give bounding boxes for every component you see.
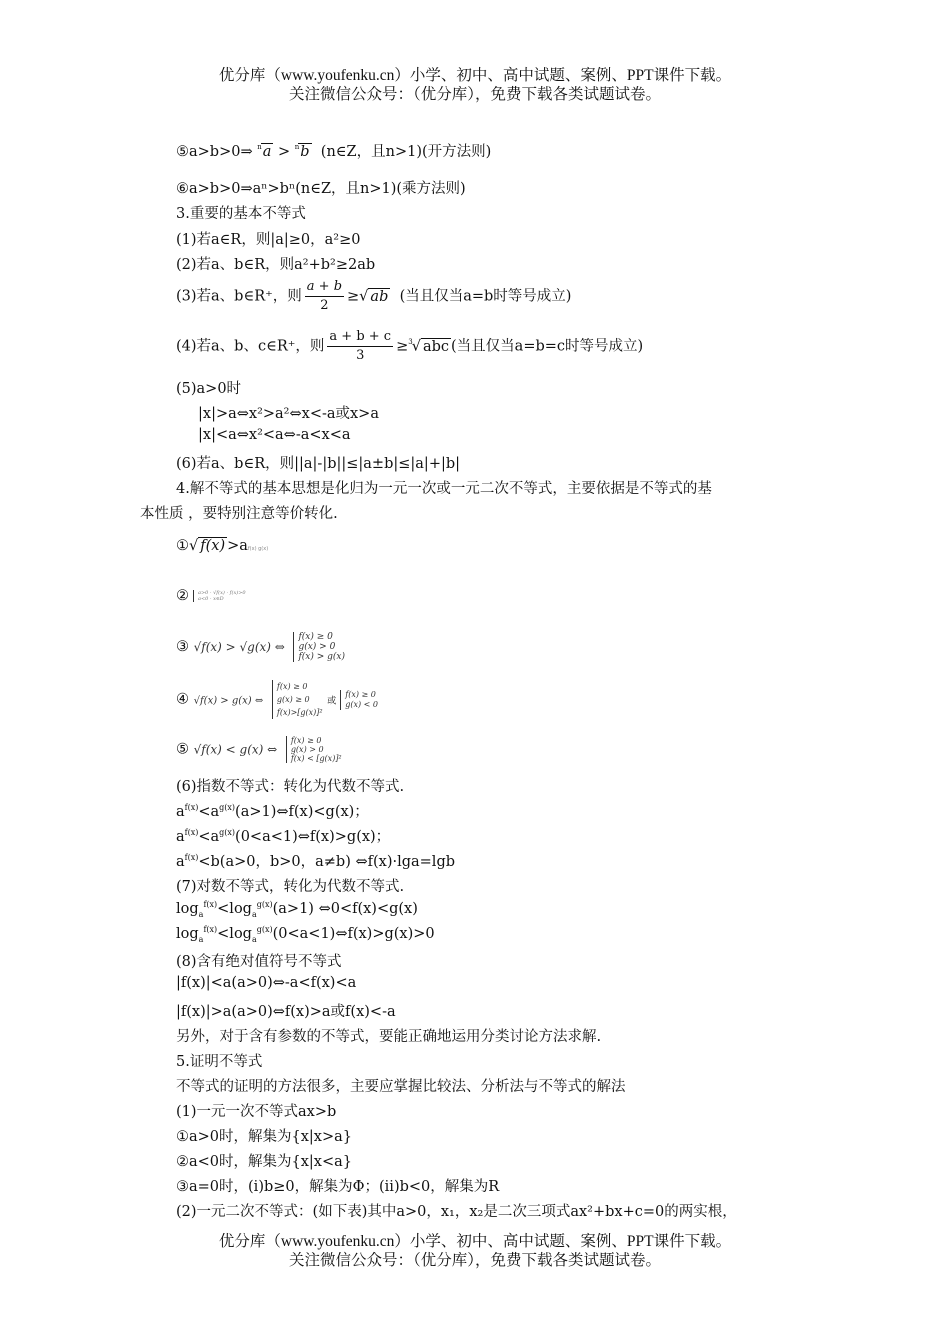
formula-4: ④ √f(x) > g(x) ⇔ f(x) ≥ 0 g(x) ≥ 0 f(x)>[g(x)]² 或f(x) ≥ 0 g(x) < 0	[176, 682, 379, 717]
item4-radicand: abc	[422, 338, 450, 355]
exp-3: $a^{f(x)}<b(a>0$，b>0，a≠b) ⇔f(x)·lga=lgb	[176, 853, 456, 870]
section5-item2: (2)一元二次不等式：(如下表)其中a>0，x₁，x₂是二次三项式ax²+bx+c=0的两实根，	[176, 1204, 737, 1220]
page-footer-line1: 优分库（www.youfenku.cn）小学、初中、高中试题、案例、PPT课件下载。	[218, 1233, 732, 1250]
abs-title: (8)含有绝对值符号不等式	[176, 954, 342, 970]
section5-item1a: ①a>0时，解集为{x|x>a}	[176, 1129, 353, 1145]
item4-fraction: $\frac{a + b + c}{3}$	[329, 329, 392, 363]
rule-5-prefix: ⑤a>b>0⇒	[176, 144, 253, 160]
formula-3-cases: f(x) ≥ 0 g(x) > 0 f(x) > g(x)	[293, 632, 345, 662]
section3-item2: (2)若a、b∈R，则a²+b²≥2ab	[176, 257, 376, 273]
page-footer-line2: 关注微信公众号：（优分库），免费下载各类试题试卷。	[288, 1252, 661, 1269]
section3-item5a: |x|>a⇔x²>a²⇔x<-a或x>a	[198, 406, 379, 422]
rule-5: ⑤a>b>0⇒ $^n$a > $^n$b (n∈Z，且n>1)(开方法则)	[176, 143, 492, 160]
abs-2: |f(x)|>a(a>0)⇔f(x)>a或f(x)<-a	[176, 1004, 396, 1020]
item4-note: (当且仅当a=b=c时等号成立)	[451, 338, 644, 355]
log-2: $\log_a^{f(x)}<\log_a^{g(x)}(0<a<1)\Leftrightarrow f(x)>g(x)>0$	[176, 925, 435, 944]
item4-prefix: (4)若a、b、c∈R⁺，则	[176, 338, 325, 355]
page-header-line1: 优分库（www.youfenku.cn）小学、初中、高中试题、案例、PPT课件下载。	[218, 67, 732, 84]
abs-1: |f(x)|<a(a>0)⇔-a<f(x)<a	[176, 975, 357, 991]
formula-1: ①√ f(x) >af(x) g(x)	[176, 538, 269, 554]
section3-item1: (1)若a∈R，则|a|≥0，a²≥0	[176, 232, 361, 248]
item3-fraction: $\frac{a + b}{2}$	[306, 279, 343, 313]
section5-item1b: ②a<0时，解集为{x|x<a}	[176, 1154, 353, 1170]
section4-intro-line1: 4.解不等式的基本思想是化归为一元一次或一元二次不等式，主要依据是不等式的基	[176, 481, 712, 497]
formula-4-cases: f(x) ≥ 0 g(x) ≥ 0 f(x)>[g(x)]²	[272, 680, 323, 719]
section3-item5b: |x|<a⇔x²<a⇔-a<x<a	[198, 427, 351, 443]
section4-intro-line2: 本性质 ，要特别注意等价转化.	[140, 506, 338, 522]
section3-item4: (4)若a、b、c∈R⁺，则 $\frac{a + b + c}{3}$ ≥$^3$√ abc (当且仅当a=b=c时等号成立)	[176, 329, 644, 363]
rule-5-suffix: (n∈Z，且n>1)(开方法则)	[320, 144, 492, 160]
section3-item3: (3)若a、b∈R⁺，则 $\frac{a + b}{2}$ ≥√ ab (当且仅当a=b时等号成立)	[176, 279, 572, 313]
section5-item1: (1)一元一次不等式ax>b	[176, 1104, 337, 1120]
formula-3: ③ √f(x) > √g(x) ⇔ f(x) ≥ 0 g(x) > 0 f(x) > g(x)	[176, 632, 346, 662]
log-1: $\log_a^{f(x)}<\log_a^{g(x)}(a>1)$ ⇔0<f(x)<g(x)	[176, 900, 418, 919]
log-title: (7)对数不等式，转化为代数不等式.	[176, 879, 405, 895]
exp-2: $a^{f(x)}<a^{g(x)}(0<a<1)\Leftrightarrow f(x)>g(x)$；	[176, 828, 391, 845]
formula-5: ⑤ √f(x) < g(x) ⇔ f(x) ≥ 0 g(x) > 0 f(x) < [g(x)]²	[176, 736, 342, 763]
page-header-line2: 关注微信公众号：（优分库），免费下载各类试题试卷。	[288, 86, 661, 103]
section3-title: 3.重要的基本不等式	[176, 206, 306, 222]
formula-1-radicand: f(x)	[200, 538, 226, 554]
param-note: 另外，对于含有参数的不等式，要能正确地运用分类讨论方法求解.	[176, 1029, 602, 1045]
item3-prefix: (3)若a、b∈R⁺，则	[176, 288, 302, 305]
item3-radicand: ab	[370, 288, 389, 305]
item3-note: (当且仅当a=b时等号成立)	[399, 288, 572, 305]
section5-title: 5.证明不等式	[176, 1054, 263, 1070]
section5-intro: 不等式的证明的方法很多，主要应掌握比较法、分析法与不等式的解法	[176, 1079, 626, 1095]
formula-2-image: a>0 · √f(x) · f(x)>0 a<0 · x∈D	[193, 590, 246, 602]
exp-title: (6)指数不等式：转化为代数不等式.	[176, 779, 405, 795]
formula-2: ② a>0 · √f(x) · f(x)>0 a<0 · x∈D	[176, 588, 246, 604]
section3-item6: (6)若a、b∈R，则||a|-|b||≤|a±b|≤|a|+|b|	[176, 456, 461, 472]
rule-6: ⑥a>b>0⇒aⁿ>bⁿ(n∈Z，且n>1)(乘方法则)	[176, 181, 466, 197]
section3-item5: (5)a>0时	[176, 381, 242, 397]
section5-item1c: ③a=0时，(ⅰ)b≥0，解集为Φ；(ⅱ)b<0，解集为R	[176, 1179, 500, 1195]
exp-1: $a^{f(x)}<a^{g(x)}(a>1)\Leftrightarrow f(x)<g(x)$；	[176, 803, 369, 820]
formula-5-cases: f(x) ≥ 0 g(x) > 0 f(x) < [g(x)]²	[286, 736, 342, 763]
formula-4-cases-alt: f(x) ≥ 0 g(x) < 0	[340, 690, 378, 710]
